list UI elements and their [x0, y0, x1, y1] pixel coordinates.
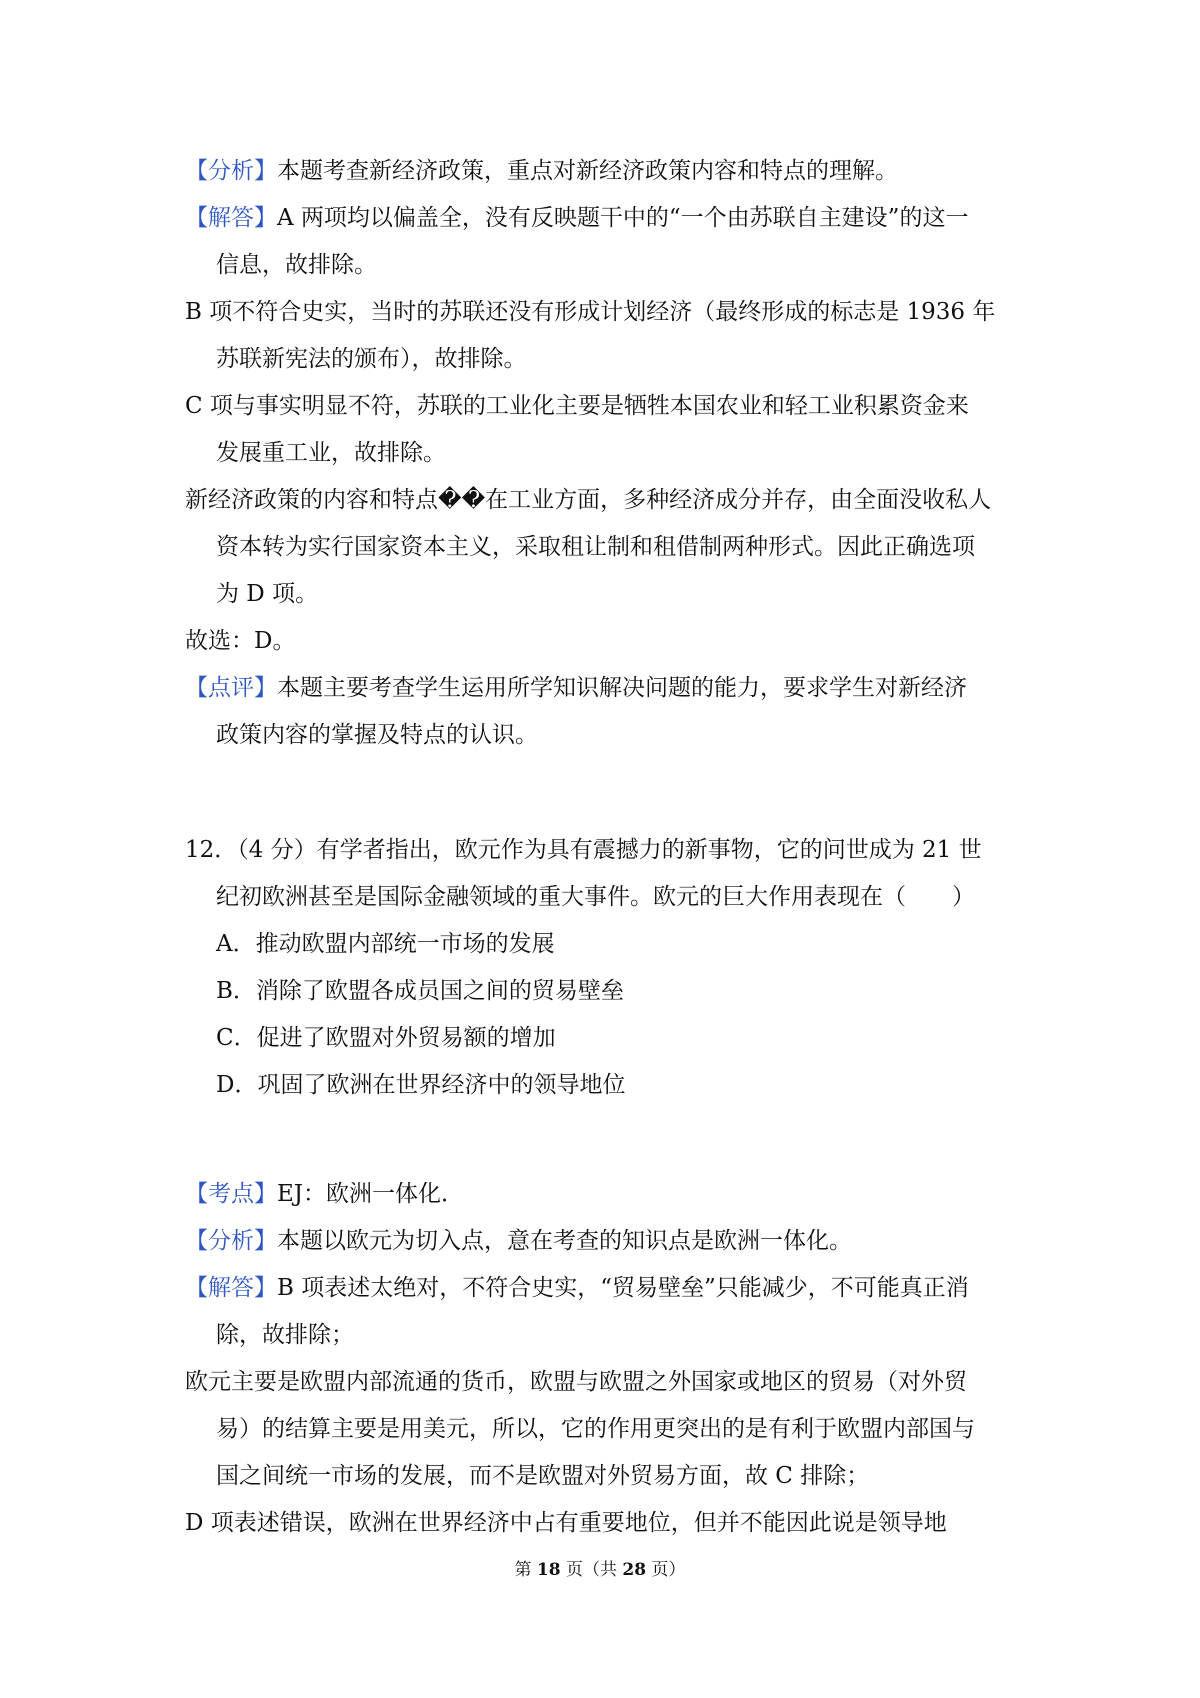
- page-content: [185, 148, 1027, 1547]
- option-a: A．推动欧盟内部统一市场的发展: [216, 931, 555, 957]
- kaodian-label: 【考点】: [185, 1181, 277, 1207]
- euro-explanation-cont-1: 易）的结算主要是用美元，所以，它的作用更突出的是有利于欧盟内部国与: [216, 1416, 975, 1442]
- euro-explanation-cont-2: 国之间统一市场的发展，而不是欧盟对外贸易方面，故 C 排除；: [216, 1463, 870, 1489]
- comment-text: 本题主要考查学生运用所学知识解决问题的能力，要求学生对新经济: [277, 675, 967, 701]
- euro-explanation: 欧元主要是欧盟内部流通的货币，欧盟与欧盟之外国家或地区的贸易（对外贸: [185, 1369, 967, 1395]
- option-c-explanation: C 项与事实明显不符，苏联的工业化主要是牺牲本国农业和轻工业积累资金来: [185, 393, 969, 419]
- analysis-label: 【分析】: [185, 158, 277, 184]
- answer-line-2: [185, 1265, 1027, 1312]
- spacer: [185, 1109, 1027, 1171]
- answer-text: A 两项均以偏盖全，没有反映题干中的“一个由苏联自主建设”的这一: [277, 205, 969, 231]
- analysis-text-2: 本题以欧元为切入点，意在考查的知识点是欧洲一体化。: [277, 1228, 852, 1254]
- footer-pre: 第: [514, 1560, 532, 1580]
- page-footer: [0, 1555, 1200, 1580]
- option-b-explanation-cont: 苏联新宪法的颁布），故排除。: [216, 346, 527, 372]
- comment-label: 【点评】: [185, 675, 277, 701]
- option-c: C．促进了欧盟对外贸易额的增加: [216, 1025, 556, 1051]
- option-d: D．巩固了欧洲在世界经济中的领导地位: [216, 1072, 626, 1098]
- analysis-line-2: [185, 1218, 1027, 1265]
- option-c-explanation-cont: 发展重工业，故排除。: [216, 440, 446, 466]
- analysis-label-2: 【分析】: [185, 1228, 277, 1254]
- option-b-explanation: B 项不符合史实，当时的苏联还没有形成计划经济（最终形成的标志是 1936 年: [185, 299, 996, 325]
- answer-label: 【解答】: [185, 205, 277, 231]
- analysis-text: 本题考查新经济政策，重点对新经济政策内容和特点的理解。: [277, 158, 898, 184]
- answer-text-2: B 项表述太绝对，不符合史实，“贸易壁垒”只能减少，不可能真正消: [277, 1275, 969, 1301]
- comment-line: [185, 665, 1027, 712]
- current-page-number: 18: [536, 1560, 561, 1580]
- answer-line: [185, 195, 1027, 242]
- nep-explanation-cont-1: 资本转为实行国家资本主义，采取租让制和租借制两种形式。因此正确选项: [216, 534, 975, 560]
- option-d-explanation: D 项表述错误，欧洲在世界经济中占有重要地位，但并不能因此说是领导地: [185, 1510, 947, 1536]
- analysis-line: [185, 148, 1027, 195]
- footer-mid: 页（共: [566, 1560, 617, 1580]
- nep-explanation-cont-2: 为 D 项。: [216, 581, 319, 607]
- answer-line-2-cont: 除，故排除；: [216, 1322, 354, 1348]
- footer-post: 页）: [651, 1560, 686, 1580]
- spacer: [185, 759, 1027, 827]
- choice-line: 故选：D。: [185, 628, 296, 654]
- question-12-stem: 12．（4 分）有学者指出，欧元作为具有震撼力的新事物，它的问世成为 21 世: [185, 837, 982, 863]
- kaodian-text: EJ：欧洲一体化．: [277, 1181, 465, 1207]
- option-b: B．消除了欧盟各成员国之间的贸易壁垒: [216, 978, 624, 1004]
- total-page-number: 28: [622, 1560, 647, 1580]
- nep-explanation: 新经济政策的内容和特点��在工业方面，多种经济成分并存，由全面没收私人: [185, 487, 992, 513]
- comment-line-cont: 政策内容的掌握及特点的认识。: [216, 722, 538, 748]
- answer-line-cont: 信息，故排除。: [216, 252, 377, 278]
- kaodian-line: [185, 1171, 1027, 1218]
- answer-label-2: 【解答】: [185, 1275, 277, 1301]
- question-12-stem-cont: 纪初欧洲甚至是国际金融领域的重大事件。欧元的巨大作用表现在（ ）: [216, 884, 975, 910]
